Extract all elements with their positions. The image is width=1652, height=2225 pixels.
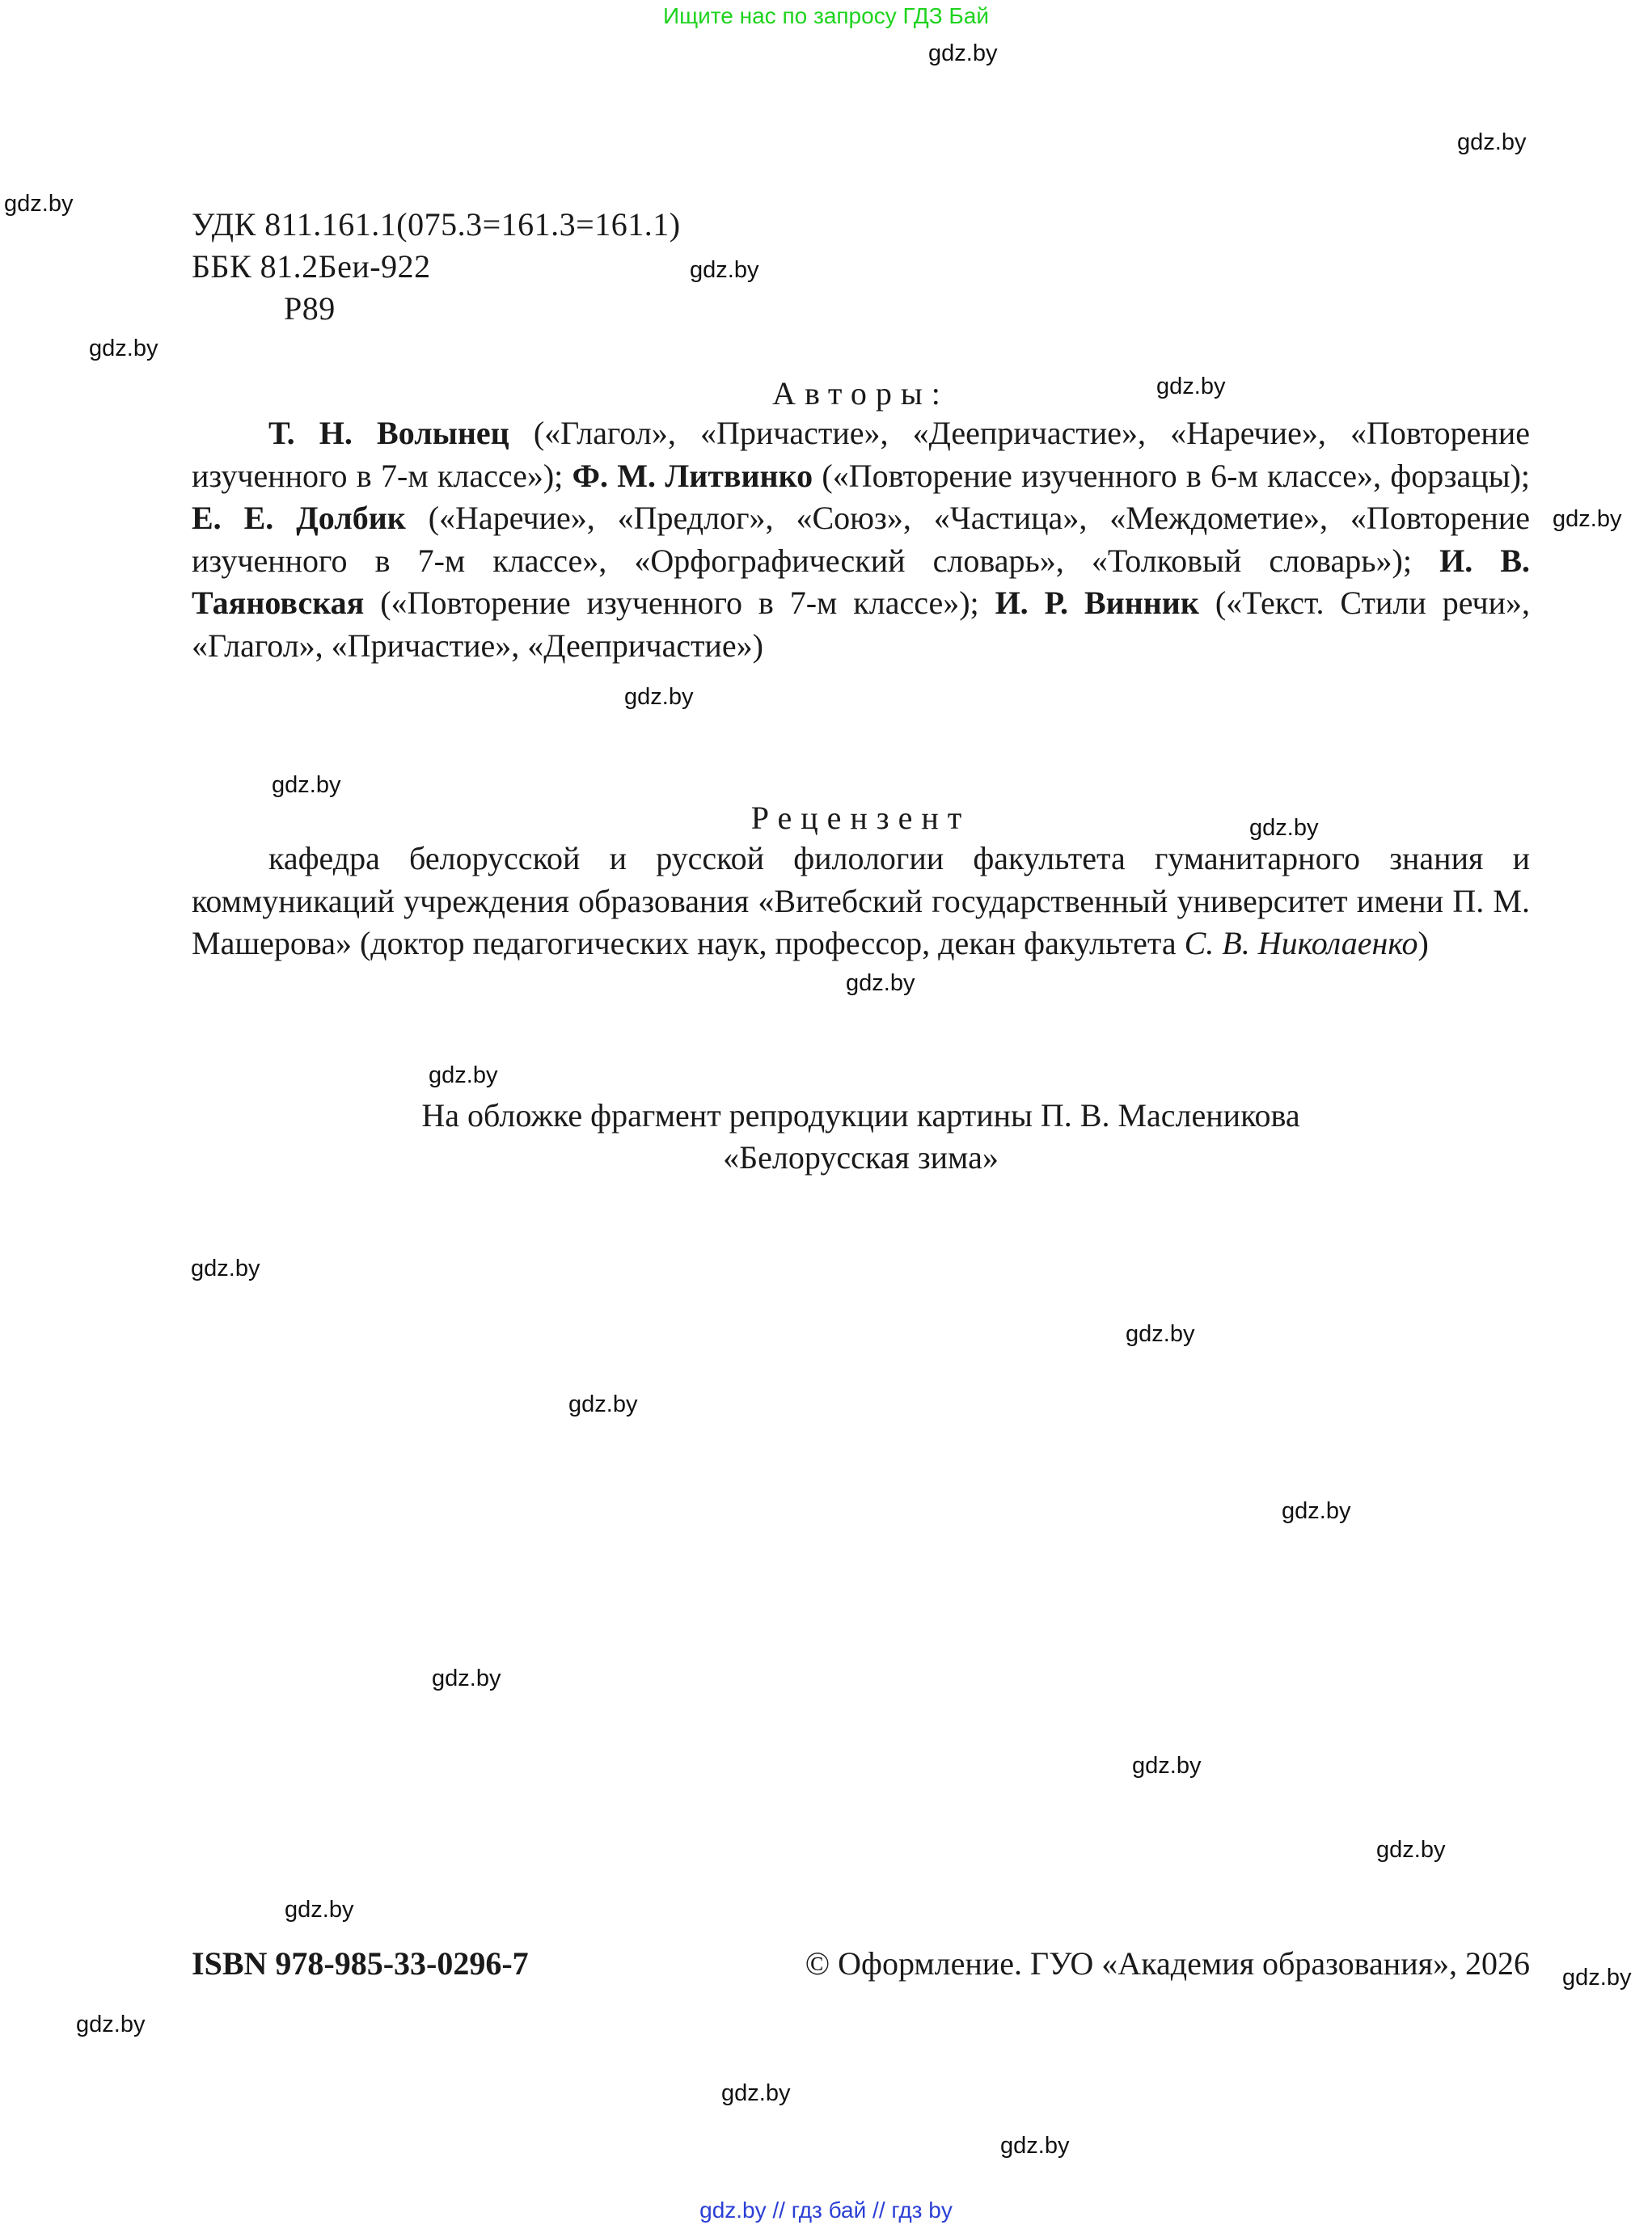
watermark: gdz.by — [690, 257, 759, 283]
watermark: gdz.by — [1156, 374, 1226, 399]
watermark: gdz.by — [285, 1897, 354, 1923]
bbk-code: ББК 81.2Беи-922 — [192, 248, 431, 285]
watermark: gdz.by — [89, 336, 158, 361]
watermark: gdz.by — [432, 1666, 501, 1691]
dean-name: С. В. Николаенко — [1184, 925, 1418, 961]
watermark: gdz.by — [1000, 2133, 1070, 2159]
search-banner[interactable]: Ищите нас по запросу ГДЗ Бай — [662, 3, 990, 28]
author-contribution: («Наречие», «Предлог», «Союз», «Частица», «Междометие», «Повторение изученного в 7-м классе», «Орфографический словарь», «Толковый словарь»); — [192, 500, 1530, 579]
reviewer-text-end: ) — [1418, 925, 1429, 961]
watermark: gdz.by — [1553, 506, 1622, 532]
author-name: Т. Н. Волынец — [268, 415, 509, 451]
watermark: gdz.by — [1457, 129, 1527, 155]
watermark: gdz.by — [928, 40, 998, 66]
watermark: gdz.by — [191, 1256, 260, 1281]
watermark: gdz.by — [1282, 1498, 1351, 1524]
watermark: gdz.by — [1249, 815, 1319, 841]
watermark: gdz.by — [846, 970, 915, 996]
watermark: gdz.by — [1132, 1753, 1202, 1779]
watermark: gdz.by — [721, 2080, 791, 2106]
cover-note-line: На обложке фрагмент репродукции картины П. В. Масленикова — [421, 1097, 1300, 1134]
reviewer-heading: Рецензент — [750, 800, 971, 836]
authors-heading: Авторы: — [772, 375, 949, 412]
author-name: Е. Е. Долбик — [192, 500, 406, 536]
copyright: © Оформление. ГУО «Академия образования», 2026 — [805, 1945, 1530, 1982]
udk-code: УДК 811.161.1(075.3=161.3=161.1) — [192, 206, 681, 243]
author-contribution: («Повторение изученного в 7-м классе»); — [364, 585, 995, 621]
watermark: gdz.by — [272, 772, 341, 798]
author-name: Ф. М. Литвинко — [572, 457, 813, 494]
author-name: И. В. Таяновская — [192, 542, 1530, 621]
author-contribution: («Глагол», «Причастие», «Деепричастие», «Наречие», «Повторение изученного в 7-м классе»); — [192, 415, 1530, 494]
watermark: gdz.by — [429, 1062, 498, 1088]
author-mark: Р89 — [284, 290, 336, 327]
reviewer-text: кафедра белорусской и русской филологии факультета гуманитарного знания и коммуникаций учреждения образования «Витебский государственный университет имени П. М. Машерова» (доктор педагогических наук, профессор, декан факультета — [192, 840, 1530, 961]
author-contribution: («Повторение изученного в 6-м классе», форзацы); — [813, 457, 1530, 494]
isbn: ISBN 978-985-33-0296-7 — [192, 1945, 529, 1982]
watermark: gdz.by — [568, 1391, 638, 1417]
cover-note — [192, 1095, 1530, 1179]
author-name: И. Р. Винник — [995, 585, 1199, 621]
authors-paragraph — [192, 412, 1530, 667]
watermark: gdz.by — [1126, 1321, 1195, 1347]
cover-note-line: «Белорусская зима» — [723, 1139, 999, 1176]
bottom-links[interactable]: gdz.by // гдз бай // гдз by — [699, 2198, 953, 2223]
watermark: gdz.by — [1376, 1837, 1446, 1863]
watermark: gdz.by — [1562, 1965, 1632, 1991]
watermark: gdz.by — [624, 684, 694, 710]
author-contribution: («Текст. Стили речи», «Глагол», «Причастие», «Деепричастие») — [192, 585, 1531, 664]
watermark: gdz.by — [4, 191, 74, 217]
reviewer-paragraph — [192, 838, 1530, 965]
watermark: gdz.by — [76, 2012, 146, 2037]
